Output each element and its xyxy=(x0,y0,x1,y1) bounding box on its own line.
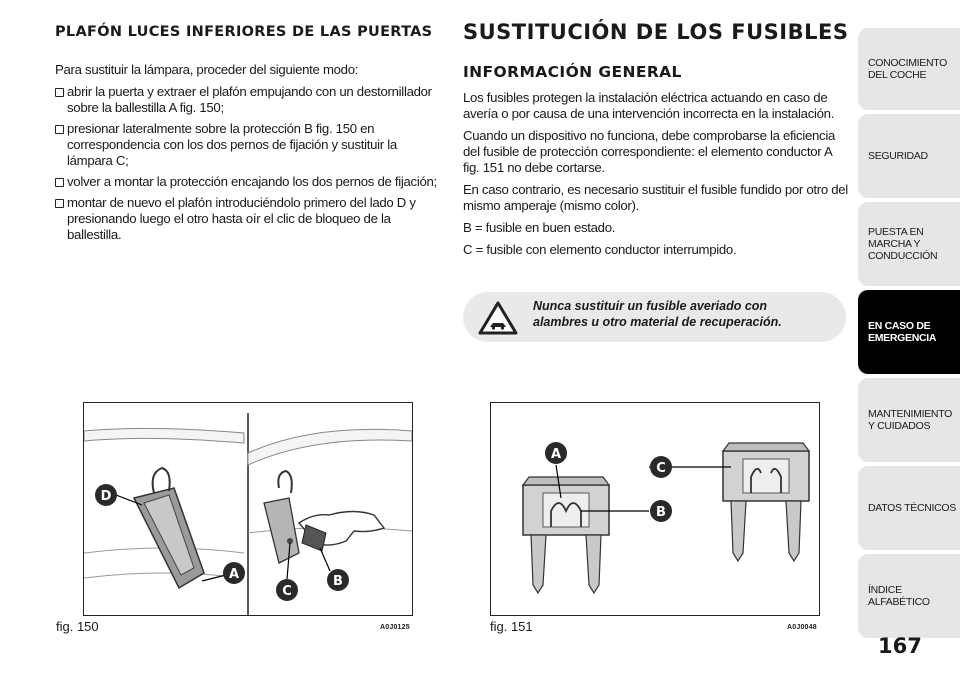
checkbox-bullet-icon xyxy=(55,125,64,134)
tab-emergencia[interactable]: EN CASO DE EMERGENCIA xyxy=(858,290,960,374)
svg-text:D: D xyxy=(100,489,112,504)
svg-text:B: B xyxy=(333,574,343,589)
section-title-fuses: SUSTITUCIÓN DE LOS FUSIBLES xyxy=(463,20,849,44)
paragraph: Los fusibles protegen la instalación eléctrica actuando en caso de avería o por causa de una intervención incorrecta en la instalación. xyxy=(463,90,835,121)
callout-b xyxy=(650,500,672,522)
figure-150-label: fig. 150 xyxy=(56,619,99,634)
paragraph: Cuando un dispositivo no funciona, debe comprobarse la eficiencia del fusible de protección correspondiente: el elemento conductor A fig. 151 no debe cortarse. xyxy=(463,128,835,175)
figure-150-code: A0J0125 xyxy=(380,624,410,631)
tab-puesta-en-marcha[interactable]: PUESTA EN MARCHA Y CONDUCCIÓN xyxy=(858,202,960,286)
callout-a xyxy=(545,442,567,464)
warning-text: Nunca sustituir un fusible averiado con alambres u otro material de recuperación. xyxy=(533,299,782,329)
svg-text:A: A xyxy=(550,447,562,462)
callout-d xyxy=(95,484,117,506)
figure-150 xyxy=(83,402,413,616)
paragraph: C = fusible con elemento conductor interrumpido. xyxy=(463,242,737,257)
step-item: volver a montar la protección encajando los dos pernos de fijación; xyxy=(55,174,440,190)
fuses-illustration xyxy=(491,403,819,615)
callout-c xyxy=(650,456,672,478)
svg-text:C: C xyxy=(282,584,292,599)
paragraph: En caso contrario, es necesario sustituir el fusible fundido por otro del mismo amperaje (mismo color). xyxy=(463,182,848,213)
fuses-body xyxy=(463,90,848,264)
svg-text:C: C xyxy=(656,461,666,476)
section-title-door-lights: PLAFÓN LUCES INFERIORES DE LAS PUERTAS xyxy=(55,24,433,40)
callout-a xyxy=(223,562,245,584)
svg-text:B: B xyxy=(656,505,666,520)
callout-c xyxy=(276,579,298,601)
door-light-illustration xyxy=(84,403,412,615)
intro-text: Para sustituir la lámpara, proceder del siguiente modo: xyxy=(55,62,359,77)
tab-datos-tecnicos[interactable]: DATOS TÉCNICOS xyxy=(858,466,960,550)
door-lights-body xyxy=(55,62,440,248)
warning-box xyxy=(463,292,846,342)
callout-b xyxy=(327,569,349,591)
checkbox-bullet-icon xyxy=(55,88,64,97)
checkbox-bullet-icon xyxy=(55,199,64,208)
tab-conocimiento[interactable]: CONOCIMIENTO DEL COCHE xyxy=(858,28,960,110)
step-item: montar de nuevo el plafón introduciéndolo primero del lado D y presionando luego el otro hasta oír el clic de bloqueo de la ballestilla. xyxy=(55,195,440,243)
step-item: abrir la puerta y extraer el plafón empujando con un destornillador sobre la ballestilla A fig. 150; xyxy=(55,84,440,116)
subsection-title-general: INFORMACIÓN GENERAL xyxy=(463,63,682,81)
step-item: presionar lateralmente sobre la protección B fig. 150 en correspondencia con los dos pernos de fijación y sustituir la lámpara C; xyxy=(55,121,440,169)
warning-triangle-icon xyxy=(477,300,519,336)
checkbox-bullet-icon xyxy=(55,178,64,187)
tab-seguridad[interactable]: SEGURIDAD xyxy=(858,114,960,198)
tab-mantenimiento[interactable]: MANTENIMIENTO Y CUIDADOS xyxy=(858,378,960,462)
figure-151-label: fig. 151 xyxy=(490,619,533,634)
page-number: 167 xyxy=(878,634,922,658)
tab-indice[interactable]: ÍNDICE ALFABÉTICO xyxy=(858,554,960,638)
figure-151 xyxy=(490,402,820,616)
svg-text:A: A xyxy=(228,567,240,582)
paragraph: B = fusible en buen estado. xyxy=(463,220,616,235)
figure-151-code: A0J0048 xyxy=(787,624,817,631)
